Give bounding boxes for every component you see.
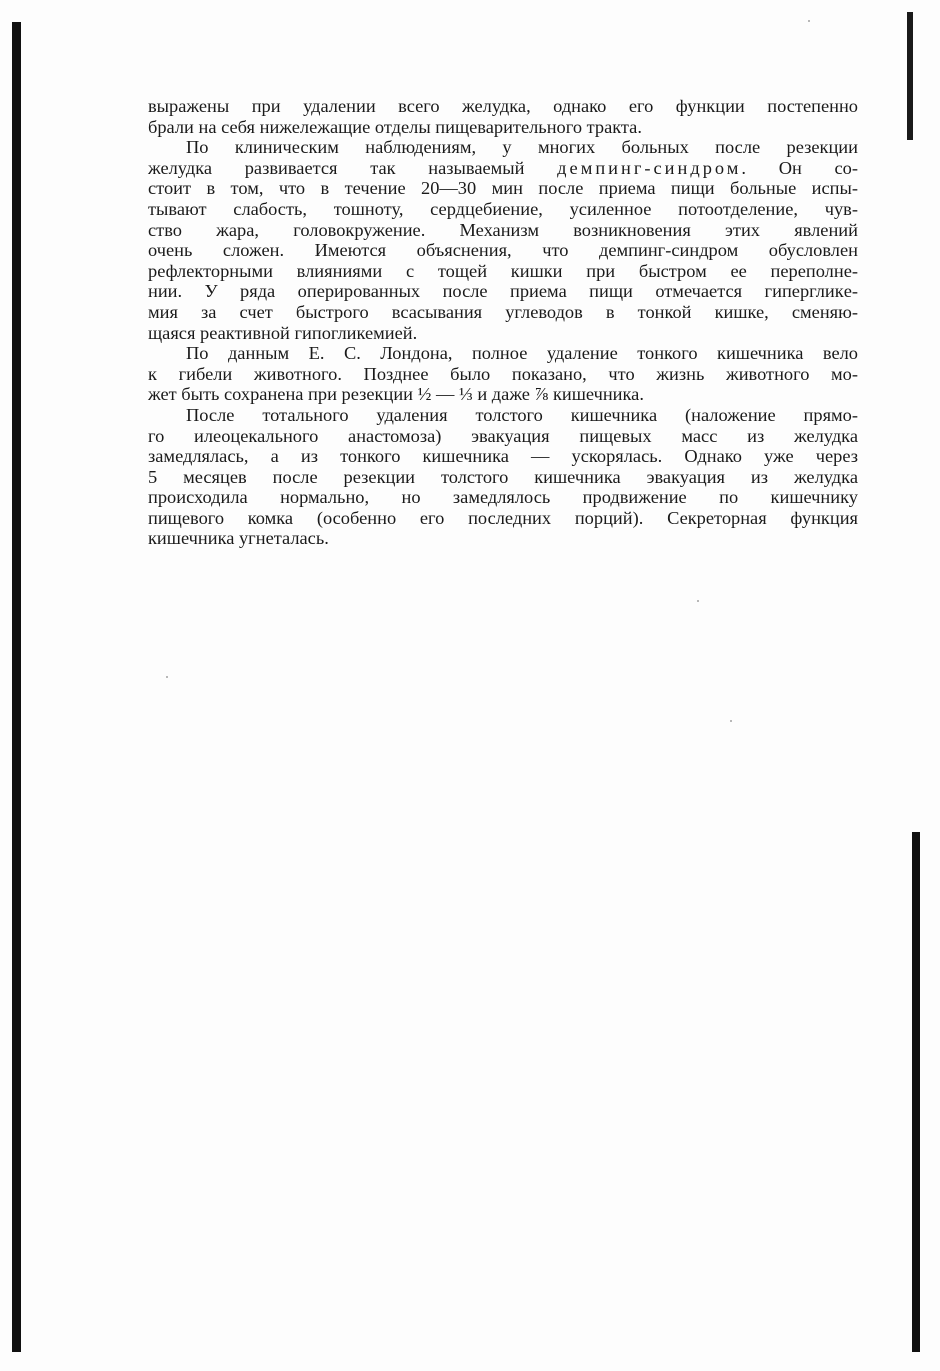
scan-speck: [166, 676, 168, 678]
text-line: выражены при удалении всего желудка, однако его функции постепенно: [148, 96, 858, 116]
scan-edge-left: [12, 22, 21, 1352]
text-line: нии. У ряда оперированных после приема пищи отмечается гипергликe-: [148, 281, 858, 302]
scan-speck: [730, 720, 732, 722]
text-line: пищевого комка (особенно его последних порций). Секреторная функция: [148, 507, 858, 528]
term-dumping-syndrome: демпинг-синдром: [557, 157, 742, 178]
scan-edge-right-bottom: [912, 832, 920, 1352]
text-line: По данным Е. С. Лондона, полное удаление тонкого кишечника вело: [186, 343, 858, 364]
text-line-with-term: [148, 158, 858, 179]
text-line: 5 месяцев после резекции толстого кишечника эвакуация из желудка: [148, 466, 858, 487]
text-line: По клиническим наблюдениям, у многих больных после резекции: [186, 137, 858, 158]
text-line: происходила нормально, но замедлялось продвижение по кишечнику: [148, 487, 858, 508]
text-line: мия за счет быстрого всасывания углеводов в тонкой кишке, сменяю-: [148, 301, 858, 322]
body-text: [148, 96, 858, 549]
text-line: кишечника угнеталась.: [148, 528, 329, 549]
text-line: После тотального удаления толстого кишечника (наложение прямо-: [186, 404, 858, 425]
text-line: замедлялась, а из тонкого кишечника — ускорялась. Однако уже через: [148, 446, 858, 467]
text-line: очень сложен. Имеются объяснения, что демпинг-синдром обусловлен: [148, 240, 858, 261]
text-line: ство жара, головокружение. Механизм возникновения этих явлений: [148, 219, 858, 240]
scan-speck: [808, 20, 810, 22]
scan-speck: [697, 600, 699, 602]
text-line: жет быть сохранена при резекции ½ — ⅓ и даже ⅞ кишечника.: [148, 384, 644, 405]
text-line: к гибели животного. Позднее было показано, что жизнь животного мо-: [148, 363, 858, 384]
text-segment: желудка развивается так называемый: [148, 157, 558, 178]
text-line: брали на себя нижележащие отделы пищеварительного тракта.: [148, 116, 642, 137]
text-line: го илеоцекального анастомоза) эвакуация пищевых масс из желудка: [148, 425, 858, 446]
text-line: щаяся реактивной гипогликемией.: [148, 322, 418, 343]
scan-edge-right-top: [907, 12, 913, 140]
text-line: стоит в том, что в течение 20—30 мин после приема пищи больные испы-: [148, 178, 858, 199]
text-segment: . Он со-: [741, 157, 858, 178]
text-line: рефлекторными влияниями с тощей кишки при быстром ее переполне-: [148, 260, 858, 281]
text-line: тывают слабость, тошноту, сердцебиение, усиленное потоотделение, чув-: [148, 198, 858, 219]
